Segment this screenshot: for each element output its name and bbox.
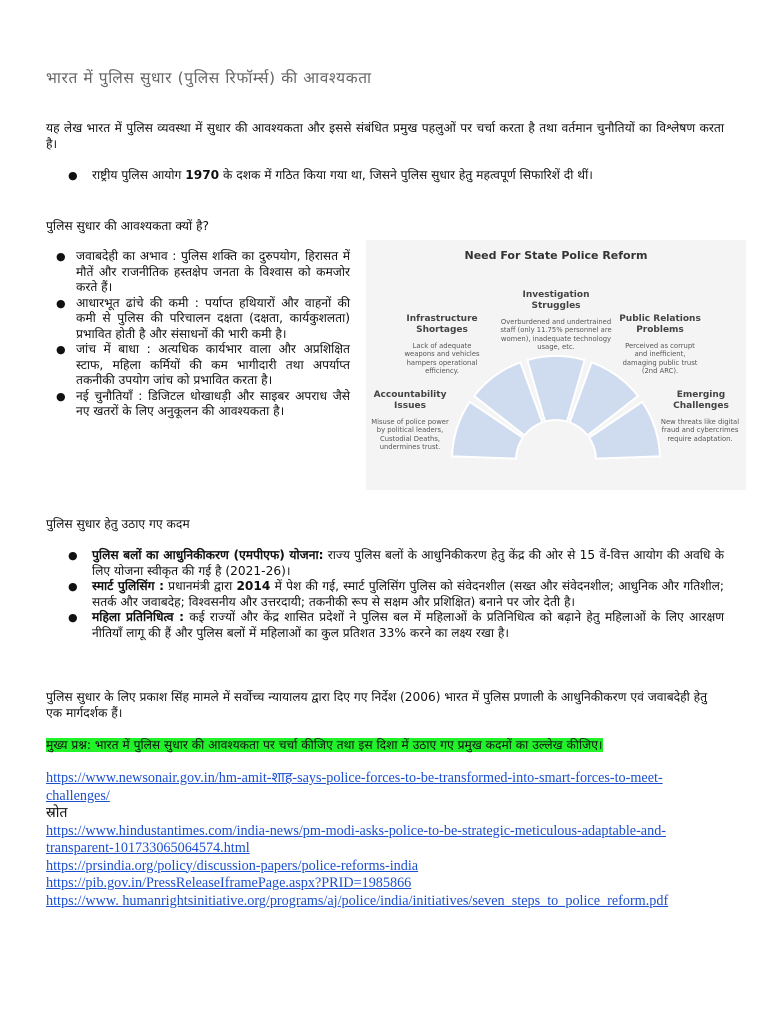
reason-item: ● आधारभूत ढांचे की कमी : पर्याप्त हथियारों और वाहनों की कमी से पुलिस की परिचालन दक्षता (दक्षता, कार्यकुशलता) प्रभावित होती है और संसाधनों की भारी कमी है। xyxy=(46,296,350,343)
reason-item: ● जवाबदेही का अभाव : पुलिस शक्ति का दुरुपयोग, हिरासत में मौतें और राजनीतिक हस्तक्षेप जनता के विश्वास को कमजोर करते हैं। xyxy=(46,249,350,296)
reference-link[interactable]: https://prsindia.org/policy/discussion-papers/police-reforms-india xyxy=(46,857,419,874)
step-item: ● महिला प्रतिनिधित्व : कई राज्यों और केंद्र शासित प्रदेशों ने पुलिस बल में महिलाओं के प्रतिनिधित्व को बढ़ाने हेतु महिलाओं के लिए आरक्षण नीतियाँ लागू की हैं और पुलिस बलों में महिलाओं का कुल प्रतिशत 33% करने का लक्ष्य रखा है। xyxy=(46,610,724,641)
accountability-text: Misuse of police power by political leaders, Custodial Deaths, undermines trust. xyxy=(371,418,449,452)
reason-item: ● नई चुनौतियाँ : डिजिटल धोखाधड़ी और साइबर अपराध जैसे नए खतरों के लिए अनुकूलन की आवश्यकता है। xyxy=(46,389,350,420)
accountability-heading: Accountability Issues xyxy=(373,390,447,411)
investigation-heading: Investigation Struggles xyxy=(522,290,590,311)
reason-item: ● जांच में बाधा : अत्यधिक कार्यभार वाला और अप्रशिक्षित स्टाफ, महिला कर्मियों की कम भागीदारी तथा अपर्याप्त तकनीकी उपयोग जांच को प्रभावित करता है। xyxy=(46,342,350,389)
figure-title: Need For State Police Reform xyxy=(464,249,648,262)
reference-link[interactable]: https://www.hindustantimes.com/india-news/pm-modi-asks-police-to-be-strategic-meticulous-adaptable-and-transparent-101733065064574.html xyxy=(46,822,667,856)
reference-link[interactable]: https://pib.gov.in/PressReleaseIframePage.aspx?PRID=1985866 xyxy=(46,875,412,891)
highlighted-question xyxy=(46,738,724,754)
steps-heading: पुलिस सुधार हेतु उठाए गए कदम xyxy=(46,517,190,531)
public-relations-text: Perceived as corrupt and inefficient, damaging public trust (2nd ARC). xyxy=(622,342,698,376)
reasons-heading: पुलिस सुधार की आवश्यकता क्यों है? xyxy=(46,219,209,233)
page-title: भारत में पुलिस सुधार (पुलिस रिफॉर्म्स) की आवश्यकता xyxy=(46,69,372,87)
infrastructure-text: Lack of adequate weapons and vehicles hampers operational efficiency. xyxy=(404,342,480,376)
intro-list-item: ● राष्ट्रीय पुलिस आयोग 1970 के दशक में गठित किया गया था, जिसने पुलिस सुधार हेतु महत्वपूर्ण सिफारिशें दी थीं। xyxy=(46,168,724,184)
source-label: स्रोत xyxy=(46,805,68,821)
reference-link[interactable]: https://www.newsonair.gov.in/hm-amit-शाह-says-police-forces-to-be-transformed-into-smart-forces-to-meet-challenges/ xyxy=(46,770,663,804)
steps-list xyxy=(46,548,724,641)
step-item: ● पुलिस बलों का आधुनिकीकरण (एमपीएफ) योजना: राज्य पुलिस बलों के आधुनिकीकरण हेतु केंद्र की ओर से 15 वें-वित्त आयोग की अवधि के लिए योजना स्वीकृत की गई है (2021-26)। xyxy=(46,548,724,579)
highlight-text: मुख्य प्रश्न: भारत में पुलिस सुधार की आवश्यकता पर चर्चा कीजिए तथा इस दिशा में उठाए गए प्रमुख कदमों का उल्लेख कीजिए। xyxy=(46,738,603,752)
intro-list xyxy=(46,168,724,184)
step-item: ● स्मार्ट पुलिसिंग : प्रधानमंत्री द्वारा 2014 में पेश की गई, स्मार्ट पुलिसिंग पुलिस को संवेदनशील (सख्त और संवेदनशील; आधुनिक और गतिशील; सतर्क और जवाबदेह; विश्वसनीय और उत्तरदायी; तकनीकी रूप से सक्षम और प्रशिक्षित) बनाने पर जोर देती है। xyxy=(46,579,724,610)
investigation-text: Overburdened and undertrained staff (only 11.75% personnel are women), inadequate technology usage, etc. xyxy=(500,318,612,352)
emerging-challenges-heading: Emerging Challenges xyxy=(673,390,729,411)
police-reform-infographic xyxy=(366,240,746,490)
reference-link[interactable]: https://www. humanrightsinitiative.org/programs/aj/police/india/initiatives/seven_steps_to_police_reform.pdf xyxy=(46,892,669,909)
conclusion-paragraph: पुलिस सुधार के लिए प्रकाश सिंह मामले में सर्वोच्च न्यायालय द्वारा दिए गए निर्देश (2006) भारत में पुलिस प्रणाली के आधुनिकीकरण एवं जवाबदेही हेतु एक मार्गदर्शक हैं। xyxy=(46,690,708,720)
reference-links xyxy=(46,770,726,910)
reasons-list xyxy=(46,249,350,420)
public-relations-heading: Public Relations Problems xyxy=(619,314,701,335)
emerging-challenges-text: New threats like digital fraud and cybercrimes require adaptation. xyxy=(660,418,740,443)
infrastructure-heading: Infrastructure Shortages xyxy=(406,314,478,335)
intro-paragraph: यह लेख भारत में पुलिस व्यवस्था में सुधार की आवश्यकता और इससे संबंधित प्रमुख पहलुओं पर चर्चा करता है तथा वर्तमान चुनौतियों का विश्लेषण करता है। xyxy=(46,121,724,151)
